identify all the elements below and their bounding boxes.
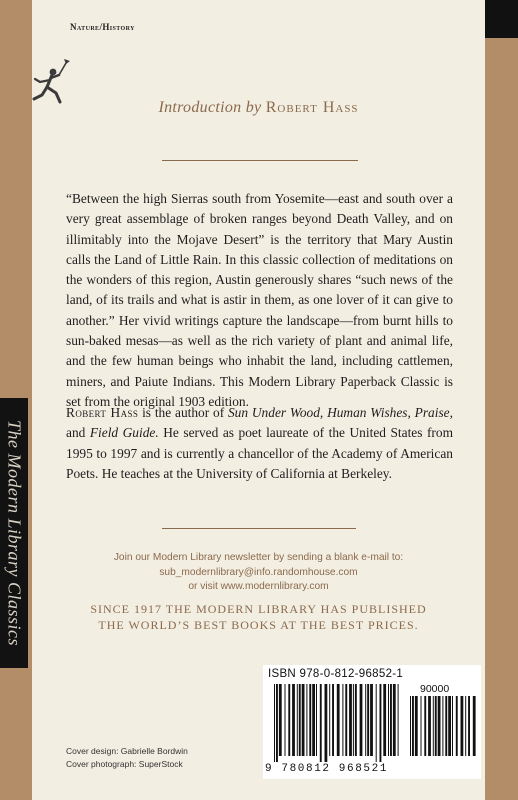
barcode-bar [393,684,396,756]
barcode-bar [448,696,451,756]
barcode-bar [376,684,377,762]
barcode-bar [410,696,411,756]
introduction-credit [32,99,485,117]
barcode-bar [461,696,464,756]
barcode-bar [306,684,307,756]
introduction-label: Introduction by [158,99,262,116]
barcode-digits: 9 780812 968521 [265,763,389,775]
newsletter-website: or visit www.modernlibrary.com [188,581,329,592]
barcode-bar [297,684,298,756]
barcode-bar [320,684,322,762]
bio-name: Robert Hass [66,405,139,420]
cover-credits [66,745,188,771]
barcode-bar [438,696,441,756]
barcode-bar [325,684,328,762]
right-corner-block [485,0,518,38]
bio-works: Sun Under Wood, Human Wishes, Praise, [227,405,453,420]
divider-rule [162,160,358,161]
newsletter-email: sub_modernlibrary@info.randomhouse.com [159,566,358,578]
barcode-bar [337,684,340,756]
barcode-bar [353,684,354,756]
barcode-bar [468,696,470,756]
barcode-bar [299,684,301,756]
barcode-bar [345,684,347,756]
newsletter-notice [32,551,485,595]
divider-rule [162,528,356,529]
barcode-bar [302,684,305,756]
barcode-bar [309,684,311,756]
barcode-bar [279,684,282,756]
barcode-bar [390,684,392,756]
book-description: “Between the high Sierras south from Yosemite—east and south over a very great assemblage of broken ranges beyond Death Valley, and on illimitably into the Mojave Desert” is the territory that Mary Austin calls the Land of Little Rain. In this classic collection of meditations on the wonders of this region, Austin generously shares “such news of the land, of its trails and what is astir in them, as one lover of it can give to another.” Her vivid writings capture the landscape—from burnt hills to sun-baked mesas—as well as the rich variety of plant and animal life, and the few human beings who inhabit the land, including cattlemen, miners, and Paiute Indians. This Modern Library Paperback Classic is set from the original 1903 edition. [66,191,453,409]
newsletter-line: Join our Modern Library newsletter by sending a blank e-mail to: [113,552,404,563]
barcode-bar [370,684,373,756]
barcode-bar [329,684,330,756]
barcode-bar [355,684,357,756]
barcode-bar [452,696,453,756]
publisher-slogan [32,601,485,633]
right-border [485,0,518,800]
barcode-bar [360,684,363,756]
bio-text: and [66,425,90,441]
barcode-bar [433,696,434,756]
bio-work-last: Field Guide. [89,425,159,441]
barcode-bar [274,684,275,762]
barcode-bar [380,684,382,762]
barcode-bar [445,696,447,756]
barcode-bar [288,684,290,756]
bio-text: He served as poet laureate of the United States from 1995 to 1997 and is currently a chancellor of the Academy of American Poets. He teaches at the University of California at Berkeley. [66,425,454,481]
barcode-bar [398,684,399,756]
slogan-line: THE WORLD’S BEST BOOKS AT THE BEST PRICES. [98,618,419,632]
price-code: 90000 [420,683,450,695]
introducer-name: Robert Hass [265,99,359,116]
price-addon-barcode [408,696,476,762]
barcode-bar [383,684,386,756]
ean-barcode [272,684,402,762]
barcode-bar [342,684,343,756]
cover-design-credit: Cover design: Gabrielle Bordwin [66,746,188,756]
barcode-bar [316,684,317,756]
barcode-bar [442,696,443,756]
barcode-bar [435,696,437,756]
isbn-label: ISBN 978-0-812-96852-1 [268,668,404,680]
barcode-bar [312,684,315,756]
barcode-bar [415,696,418,756]
barcode-bar [292,684,295,756]
barcode-bar [473,696,476,756]
barcode-bar [332,684,334,756]
barcode-bar [465,696,466,756]
author-bio [66,403,453,484]
barcode-bar [276,684,278,762]
barcode-bar [428,696,431,756]
barcode-bar [285,684,286,756]
cover-photo-credit: Cover photograph: SuperStock [66,759,183,769]
barcode-bar [388,684,389,756]
barcode-bar [421,696,422,756]
barcode-bar [412,696,414,756]
barcode-bar [365,684,366,756]
bio-text: is the author of [138,405,228,420]
slogan-line: SINCE 1917 THE MODERN LIBRARY HAS PUBLISHED [90,602,427,616]
category-label: Nature/History [70,22,135,32]
barcode-bar [456,696,458,756]
barcode-bar [424,696,426,756]
barcode-bar [349,684,352,756]
series-title: The Modern Library Classics [4,419,25,647]
barcode-bar [367,684,369,756]
